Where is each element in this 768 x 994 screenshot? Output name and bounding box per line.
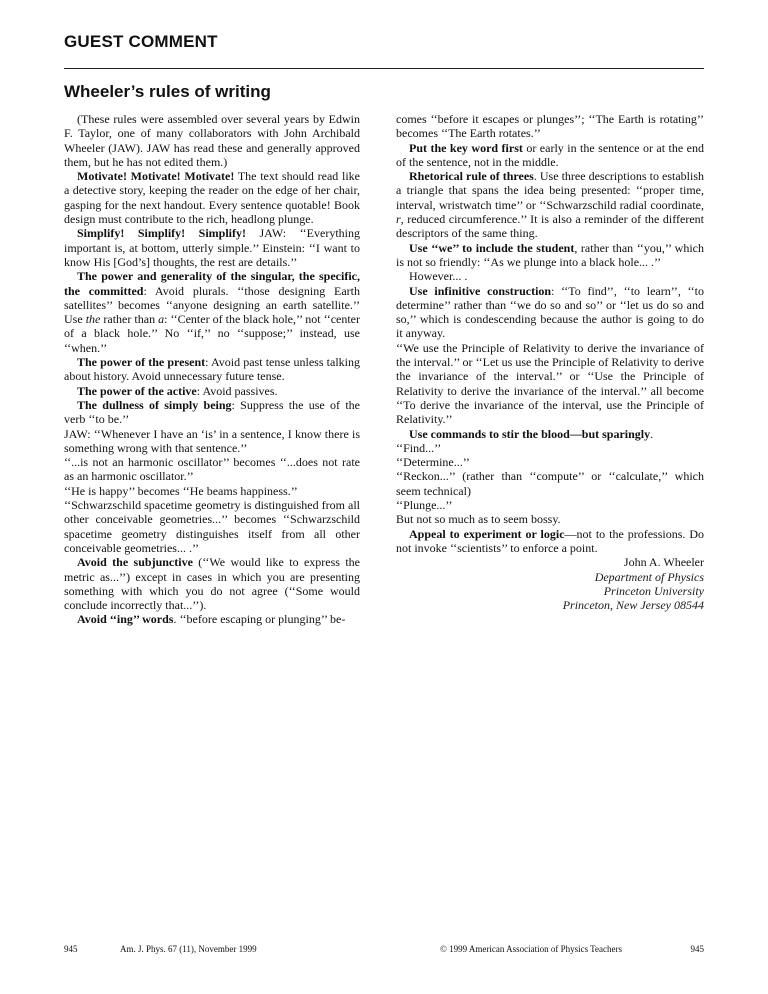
section-header: GUEST COMMENT xyxy=(64,32,218,51)
ing-continuation: comes ‘‘before it escapes or plunges’’; ‘‘The Earth is rotating’’ becomes ‘‘The Earth rotates.’’ xyxy=(396,112,704,141)
rule-active xyxy=(64,384,360,398)
rule-text: : ‘‘Center of the black hole,’’ not ‘‘center of a black hole.’’ No ‘‘if,’’ no ‘‘suppose;’’ instead, use ‘‘when.’’ xyxy=(64,312,360,355)
example-line: ‘‘...is not an harmonic oscillator’’ becomes ‘‘...does not rate as an harmonic oscillator.’’ xyxy=(64,455,360,484)
command-example: ‘‘Find...’’ xyxy=(396,440,442,455)
italic-word: r xyxy=(396,212,401,227)
command-example: ‘‘Reckon...’’ (rather than ‘‘compute’’ or ‘‘calculate,’’ which seem technical) xyxy=(396,469,704,498)
rule-subjunctive xyxy=(64,555,360,612)
rule-simplify xyxy=(64,226,360,269)
copyright-notice: © 1999 American Association of Physics Teachers xyxy=(440,944,623,954)
rule-text: : Suppress the use of the verb ‘‘to be.’’ xyxy=(64,397,360,427)
author-name: John A. Wheeler xyxy=(623,555,704,570)
rule-heading: The power and generality of the singular, the specific, the committed xyxy=(64,269,360,298)
rule-text: JAW: ‘‘Everything important is, at bottom, utterly simple.’’ Einstein: ‘‘I want to know His [God’s] thoughts, the rest are details.’’ xyxy=(64,226,360,269)
journal-citation: Am. J. Phys. 67 (11), November 1999 xyxy=(120,944,257,954)
rule-heading: Appeal to experiment or logic xyxy=(409,526,565,541)
article-title: Wheeler’s rules of writing xyxy=(64,82,271,101)
rule-heading: Use infinitive construction xyxy=(409,283,552,298)
jaw-quote: JAW: ‘‘Whenever I have an ‘is’ in a sentence, I know there is something wrong with that sentence.’’ xyxy=(64,426,360,455)
rule-text: The text should read like a detective story, keeping the reader on the edge of her chair, gasping for the next handout. Every sentence quotable! Book design must contribute to the rich, headlong plunge. xyxy=(64,169,360,227)
rule-text: : Avoid plurals. ‘‘those designing Earth satellites’’ becomes ‘‘anyone designing an earth satellite.’’ Use xyxy=(64,283,360,327)
however-line: However... . xyxy=(409,269,468,284)
rule-heading: Avoid ‘‘ing’’ words xyxy=(77,612,174,627)
relativity-example: ‘‘We use the Principle of Relativity to derive the invariance of the interval.’’ or ‘‘Let us use the Principle of Relativity to derive the invariance of the interval.’’ or ‘‘Use the Principle of Relativity to derive the invariance of the interval.’’ all become ‘‘To derive the invariance of the interval, use the Principle of Relativity.’’ xyxy=(396,340,704,427)
rule-key-word xyxy=(396,141,704,170)
rule-text: . Use three descriptions to establish a triangle that spans the idea being presented: ‘‘proper time, interval, wristwatch time’’ or ‘‘Schwarzschild radial coordinate, xyxy=(396,169,704,212)
rule-heading: The power of the present xyxy=(77,355,206,370)
rule-being xyxy=(64,398,360,427)
page-footer xyxy=(64,944,704,958)
rule-text: (‘‘We would like to express the metric as...’’) except in cases in which you are presenting something with which you do not agree (‘‘Some would conclude incorrectly that...’’). xyxy=(64,555,361,613)
rule-heading: Use ‘‘we’’ to include the student xyxy=(409,240,575,255)
rule-heading: Simplify! Simplify! Simplify! xyxy=(77,226,246,241)
page-number-right: 945 xyxy=(690,944,704,954)
rule-heading: Motivate! Motivate! Motivate! xyxy=(77,169,235,184)
affiliation-univ: Princeton University xyxy=(603,583,704,598)
rule-heading: Avoid the subjunctive xyxy=(77,555,193,570)
rule-heading: The dullness of simply being xyxy=(77,397,232,412)
example-line: ‘‘Schwarzschild spacetime geometry is distinguished from all other conceivable geometries...’’ becomes ‘‘Schwarzschild spacetime geometry distinguishes itself from all other conceivable geometries... .’’ xyxy=(64,498,360,555)
rule-text: , reduced circumference.’’ It is also a reminder of the different descriptors of the same thing. xyxy=(396,212,704,241)
italic-word: the xyxy=(85,312,101,327)
rule-singular xyxy=(64,269,360,355)
rule-commands xyxy=(396,427,704,441)
rule-text: —not to the professions. Do not invoke ‘‘scientists’’ to enforce a point. xyxy=(396,526,704,555)
bossy-line: But not so much as to seem bossy. xyxy=(396,512,561,527)
italic-word: a xyxy=(158,312,165,327)
affiliation-city: Princeton, New Jersey 08544 xyxy=(562,598,704,613)
rule-motivate xyxy=(64,169,360,226)
rule-infinitive xyxy=(396,284,704,341)
rule-text: : ‘‘To find’’, ‘‘to learn’’, ‘‘to determine’’ rather than ‘‘we do so and so’’ or ‘‘let us do so and so,’’ which is condescending because the author is going to do it anyway. xyxy=(396,283,704,341)
command-example: ‘‘Plunge...’’ xyxy=(396,498,453,513)
header-rule xyxy=(64,68,704,69)
rule-ing xyxy=(64,612,360,626)
right-column xyxy=(396,112,704,612)
rule-text: , rather than ‘‘you,’’ which is not so friendly: ‘‘As we plunge into a black hole... .’’ xyxy=(396,240,705,269)
rule-text: : Avoid passives. xyxy=(196,383,278,398)
rule-text: or early in the sentence or at the end of the sentence, not in the middle. xyxy=(396,140,704,169)
rule-text: : Avoid past tense unless talking about history. Avoid unnecessary future tense. xyxy=(64,355,360,384)
rule-heading: Put the key word first xyxy=(409,140,523,155)
rule-present xyxy=(64,355,360,384)
intro-paragraph: (These rules were assembled over several years by Edwin F. Taylor, one of many collaborators with John Archibald Wheeler (JAW). JAW has read these and generally approved them, but he has not edited them.) xyxy=(64,112,360,169)
rule-appeal xyxy=(396,527,704,556)
rule-we xyxy=(396,241,704,270)
rule-heading: Use commands to stir the blood—but sparingly xyxy=(409,426,651,441)
page-number-left: 945 xyxy=(64,944,78,954)
example-line: ‘‘He is happy’’ becomes ‘‘He beams happiness.’’ xyxy=(64,483,298,498)
affiliation-dept: Department of Physics xyxy=(594,569,704,584)
rule-threes xyxy=(396,169,704,240)
rule-heading: Rhetorical rule of threes xyxy=(409,169,534,184)
rule-text: . ‘‘before escaping or plunging’’ be- xyxy=(173,612,346,627)
rule-text: rather than xyxy=(100,312,159,327)
left-column xyxy=(64,112,360,627)
command-example: ‘‘Determine...’’ xyxy=(396,455,470,470)
rule-text: . xyxy=(650,426,654,441)
rule-heading: The power of the active xyxy=(77,383,197,398)
